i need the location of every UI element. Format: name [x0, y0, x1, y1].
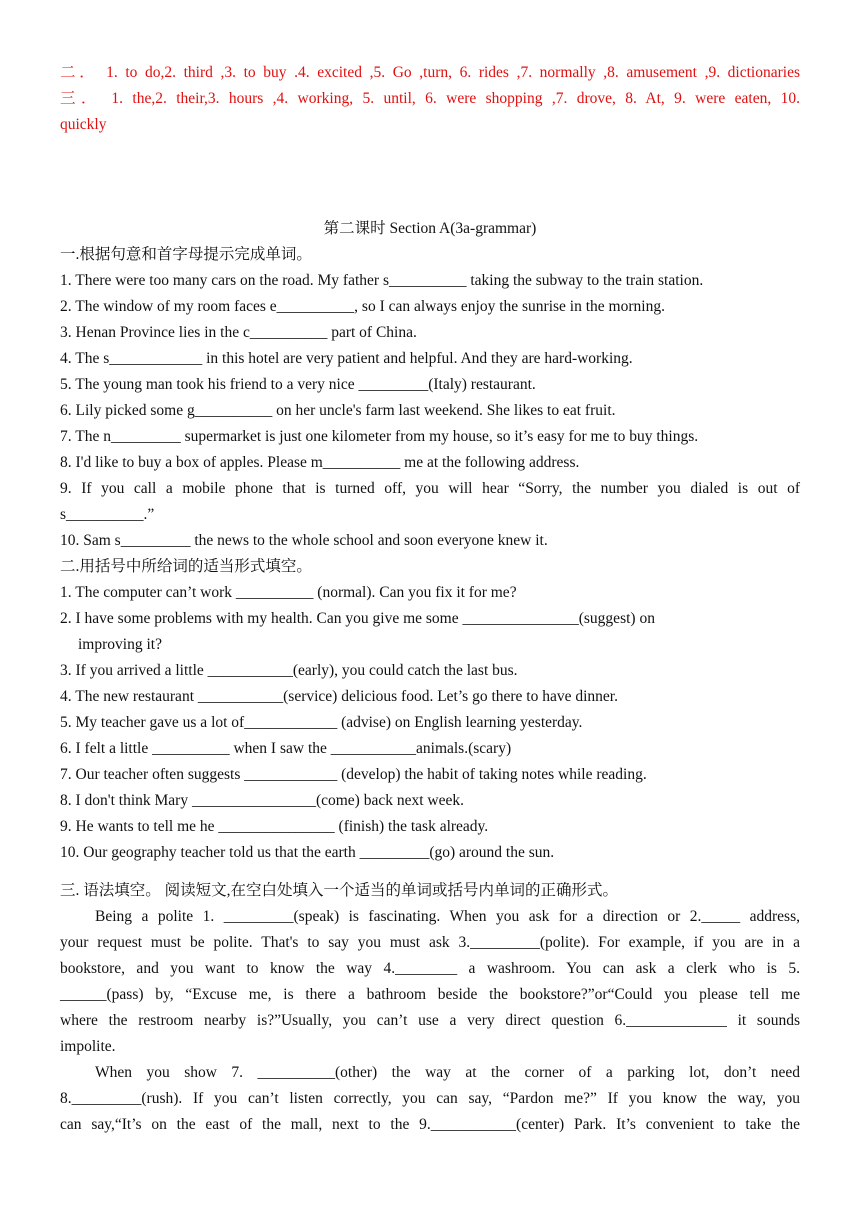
exercise-item: 4. The new restaurant ___________(service) delicious food. Let’s go there to have dinner.: [60, 688, 618, 705]
passage-line: your request must be polite. That's to say you must ask 3._________(polite). For example, if you are in a: [60, 934, 800, 951]
answer-line: quickly: [60, 116, 107, 133]
passage-line: where the restroom nearby is?”Usually, you can’t use a very direct question 6._____________ it sounds: [60, 1012, 800, 1029]
passage-paragraph-2: [60, 1060, 800, 1138]
exercise-item: 2. The window of my room faces e__________, so I can always enjoy the sunrise in the morning.: [60, 298, 665, 315]
passage-line: ______(pass) by, “Excuse me, is there a bathroom beside the bookstore?”or“Could you please tell me: [60, 986, 800, 1003]
exercise-item-continued: improving it?: [78, 636, 162, 653]
exercise-item: 10. Sam s_________ the news to the whole school and soon everyone knew it.: [60, 532, 548, 549]
section-heading: 三. 语法填空。 阅读短文,在空白处填入一个适当的单词或括号内单词的正确形式。: [60, 882, 619, 899]
worksheet-page: [60, 60, 800, 1138]
lesson-title: 第二课时 Section A(3a-grammar): [323, 220, 537, 237]
answer-line: 二． 1. to do,2. third ,3. to buy .4. excited ,5. Go ,turn, 6. rides ,7. normally ,8. amusement ,9. dictionaries: [60, 64, 800, 81]
exercise-item: 1. The computer can’t work __________ (normal). Can you fix it for me?: [60, 584, 517, 601]
exercise-item: 7. The n_________ supermarket is just one kilometer from my house, so it’s easy for me to buy things.: [60, 428, 699, 445]
exercise-item: 9. If you call a mobile phone that is turned off, you will hear “Sorry, the number you dialed is out of: [60, 480, 800, 497]
passage-line: Being a polite 1. _________(speak) is fascinating. When you ask for a direction or 2._____ address,: [95, 908, 800, 925]
passage-line: 8._________(rush). If you can’t listen correctly, you can say, “Pardon me?” If you know the way, you: [60, 1090, 800, 1107]
section-heading: 一.根据句意和首字母提示完成单词。: [60, 246, 312, 263]
exercise-item: 5. The young man took his friend to a very nice _________(Italy) restaurant.: [60, 376, 536, 393]
exercise-item: 8. I'd like to buy a box of apples. Please m__________ me at the following address.: [60, 454, 580, 471]
exercise-item: 6. Lily picked some g__________ on her uncle's farm last weekend. She likes to eat fruit.: [60, 402, 616, 419]
exercise-item: 3. Henan Province lies in the c__________ part of China.: [60, 324, 417, 341]
section-heading: 二.用括号中所给词的适当形式填空。: [60, 558, 312, 575]
exercise-item: 6. I felt a little __________ when I saw the ___________animals.(scary): [60, 740, 512, 757]
exercise-item: 10. Our geography teacher told us that the earth _________(go) around the sun.: [60, 844, 555, 861]
exercise-item: 1. There were too many cars on the road. My father s__________ taking the subway to the train station.: [60, 272, 704, 289]
passage-paragraph-1: [60, 904, 800, 1060]
exercise-item: 8. I don't think Mary ________________(come) back next week.: [60, 792, 464, 809]
exercise-item: 3. If you arrived a little ___________(early), you could catch the last bus.: [60, 662, 518, 679]
answer-key: [60, 60, 800, 138]
section-3: [60, 878, 800, 1138]
section-1: [60, 242, 800, 554]
exercise-item: 2. I have some problems with my health. Can you give me some _______________(suggest) on: [60, 610, 655, 627]
passage-line: bookstore, and you want to know the way 4.________ a washroom. You can ask a clerk who is 5.: [60, 960, 800, 977]
exercise-item: 7. Our teacher often suggests ____________ (develop) the habit of taking notes while reading.: [60, 766, 647, 783]
exercise-item: 4. The s____________ in this hotel are very patient and helpful. And they are hard-working.: [60, 350, 633, 367]
exercise-item-continued: s__________.”: [60, 506, 155, 523]
passage-line: When you show 7. __________(other) the way at the corner of a parking lot, don’t need: [95, 1064, 800, 1081]
exercise-item: 5. My teacher gave us a lot of____________ (advise) on English learning yesterday.: [60, 714, 583, 731]
passage-line: impolite.: [60, 1038, 116, 1055]
passage-line: can say,“It’s on the east of the mall, next to the 9.___________(center) Park. It’s convenient to take the: [60, 1116, 800, 1133]
answer-line: 三． 1. the,2. their,3. hours ,4. working, 5. until, 6. were shopping ,7. drove, 8. At, 9. were eaten, 10.: [60, 90, 800, 107]
section-2: [60, 554, 800, 866]
exercise-item: 9. He wants to tell me he _______________ (finish) the task already.: [60, 818, 489, 835]
